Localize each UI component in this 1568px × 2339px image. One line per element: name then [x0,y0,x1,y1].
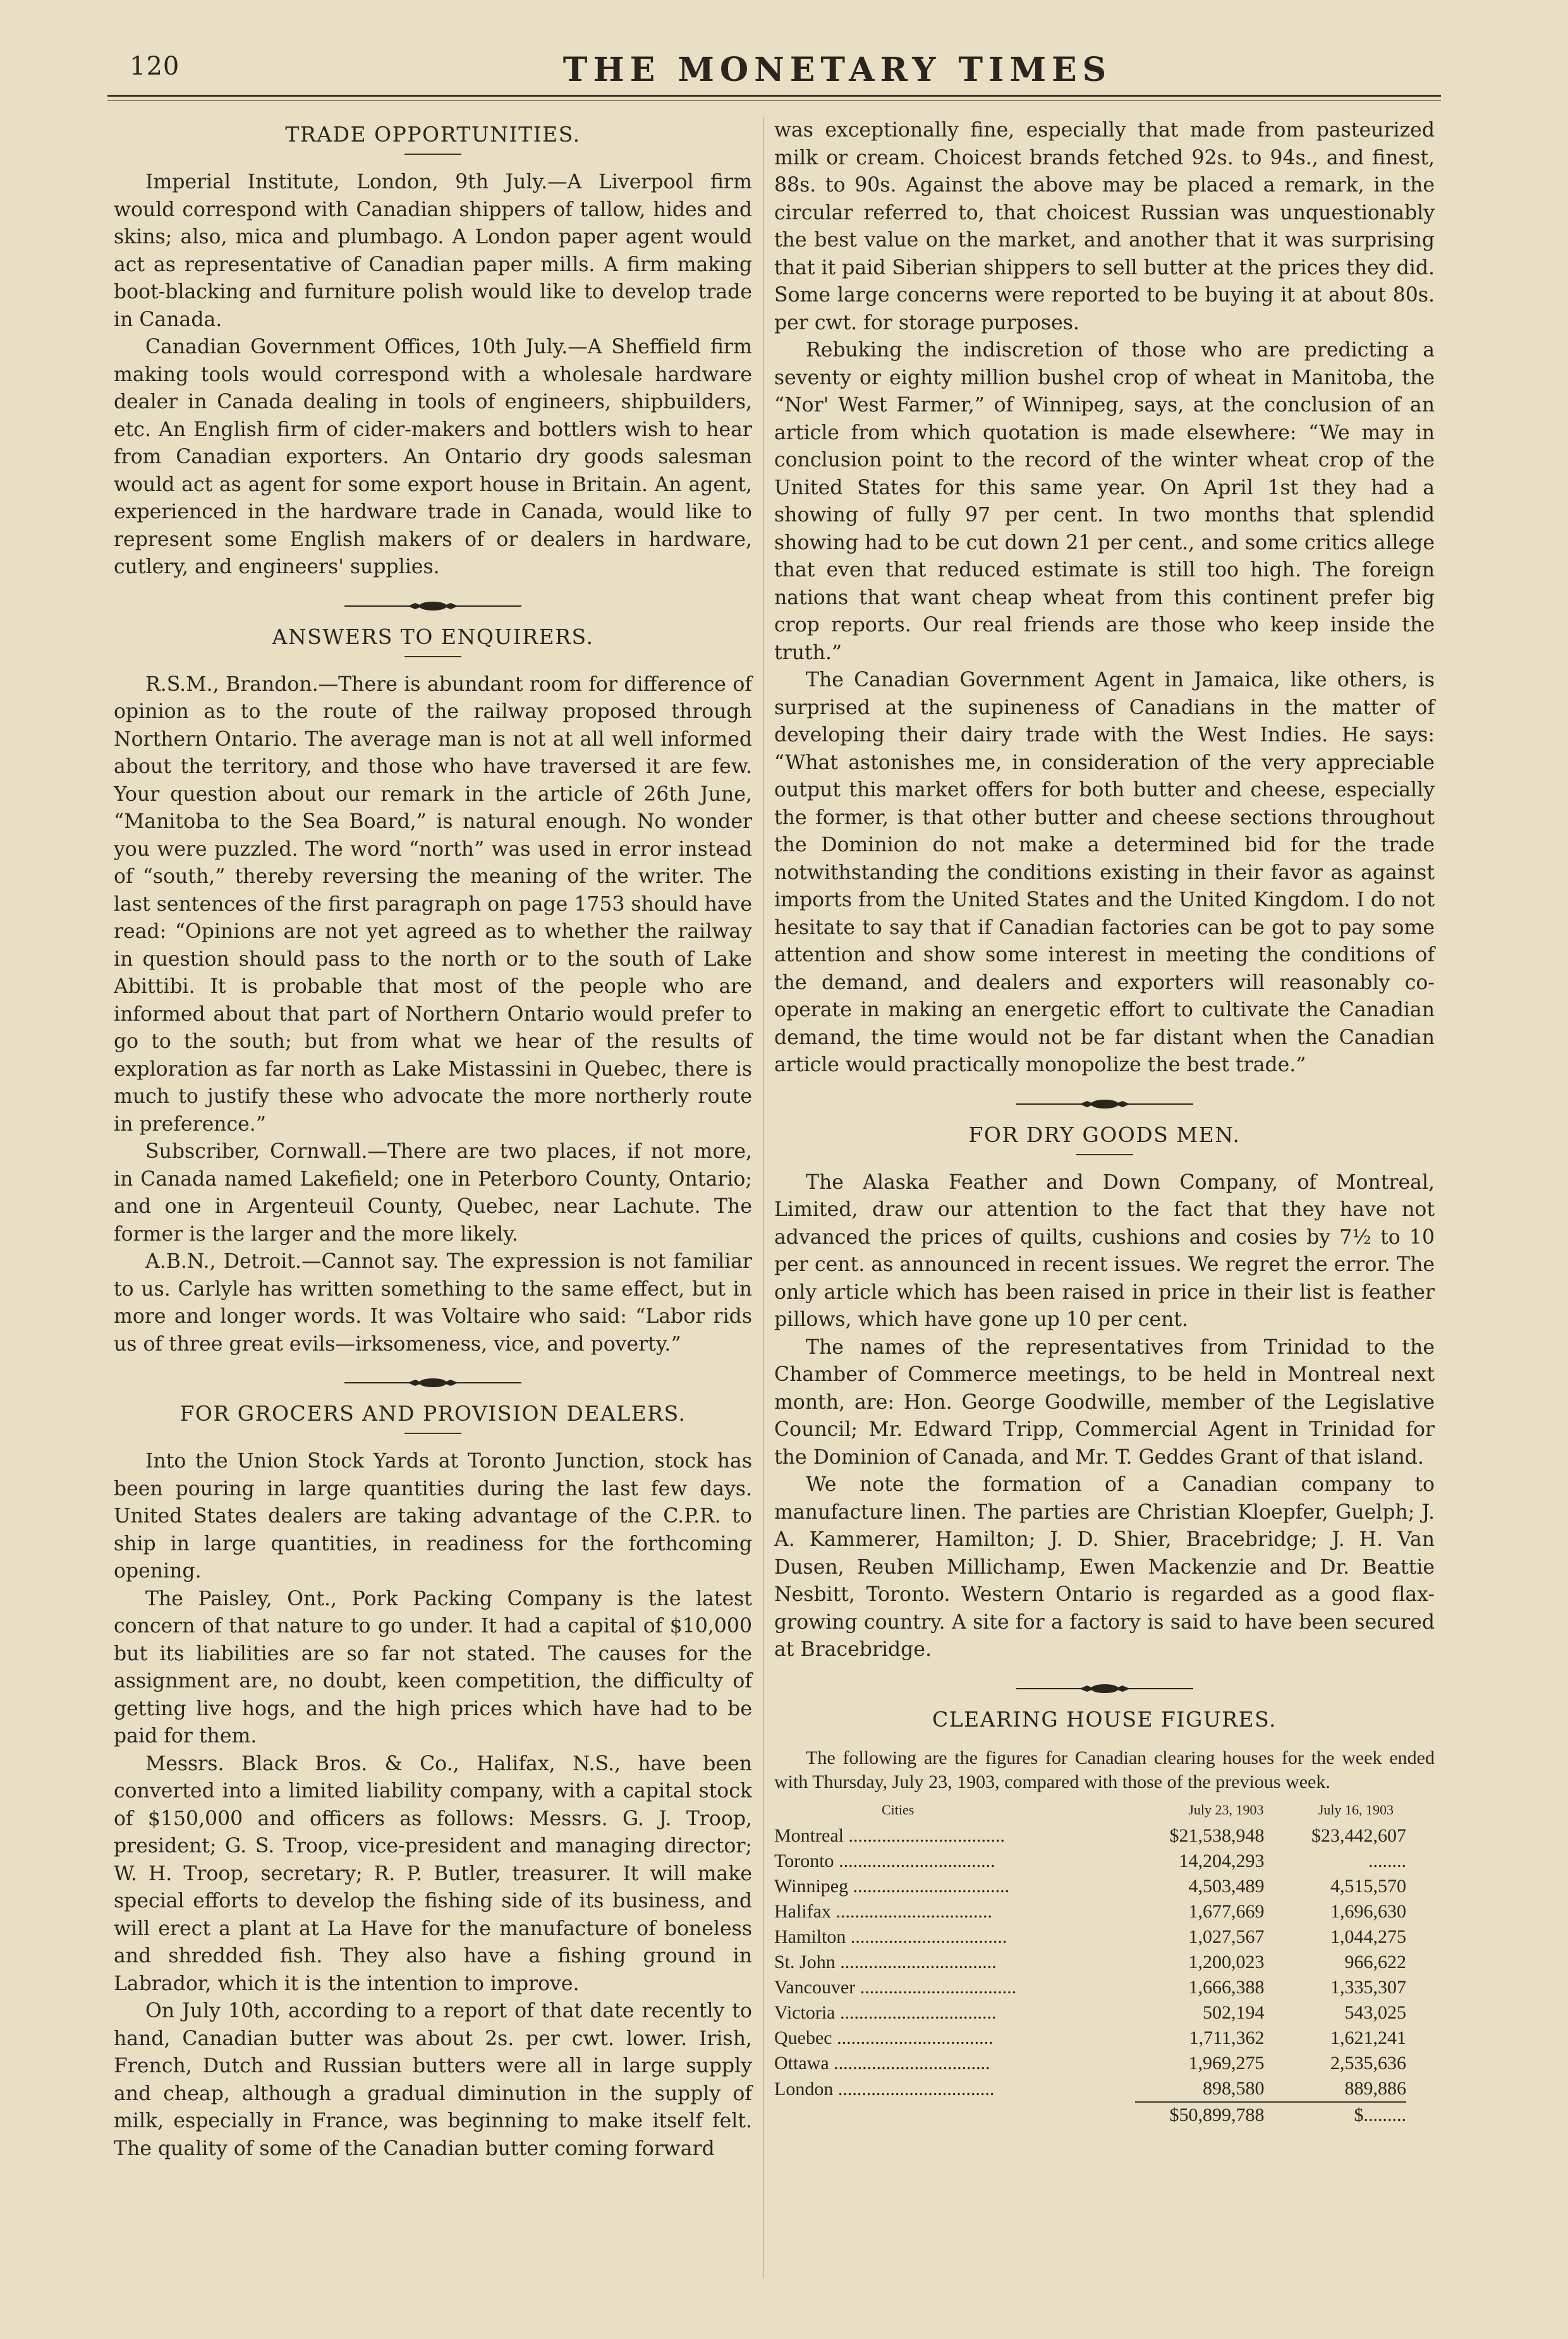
heading-rule [404,656,461,657]
city-name: Montreal [774,1825,844,1846]
city-name: Hamilton [774,1926,846,1947]
ornament-divider [774,1675,1435,1694]
value-current: 1,711,362 [1189,2027,1265,2048]
ornament-divider [774,1091,1435,1110]
section-heading: FOR GROCERS AND PROVISION DEALERS. [179,1401,686,1426]
article-paragraph: Imperial Institute, London, 9th July.—A Liverpool firm would correspond with Canadian shippers of tallow, hides and skins; also, mica and plumbago. A London paper agent would act as representative of Canadian paper mills. A firm making boot-blacking and furniture polish would like to develop trade in Canada. [114,171,752,331]
value-previous: $23,442,607 [1311,1825,1406,1846]
city-name: Halifax [774,1900,831,1922]
table-row: Quebec ................................. 1,711,362 1,621,241 [774,2026,1406,2051]
masthead-title: THE MONETARY TIMES [562,51,1112,89]
table-header-row [774,1797,1406,1823]
table-row: Montreal ................................. $21,538,948 $23,442,607 [774,1823,1406,1849]
city-name: Toronto [774,1850,834,1871]
table-row: St. John ................................. 1,200,023 966,622 [774,1950,1406,1975]
section-heading: ANSWERS TO ENQUIRERS. [272,624,594,649]
value-previous: 889,886 [1344,2077,1406,2099]
clearing-table [774,1797,1406,2128]
table-total-row [774,2102,1406,2128]
ornament-divider [114,593,752,612]
table-row: Toronto ................................. 14,204,293 ........ [774,1849,1406,1874]
table-row: Winnipeg ................................. 4,503,489 4,515,570 [774,1874,1406,1899]
column-header-date1: July 23, 1903 [1188,1801,1264,1818]
article-paragraph: Subscriber, Cornwall.—There are two places, if not more, in Canada named Lakefield; one in Peterboro County, Ontario; and one in Argenteuil County, Quebec, near Lachute. The former is the larger and the more likely. [114,1140,752,1246]
clearing-house-section [774,1706,1435,2128]
article-paragraph: We note the formation of a Canadian company to manufacture linen. The parties are Christian Kloepfer, Guelph; J. A. Kammerer, Hamilton; J. D. Shier, Bracebridge; J. H. Van Dusen, Reuben Millichamp, Ewen Mackenzie and Dr. Beattie Nesbitt, Toronto. Western Ontario is regarded as a good flax-growing country. A site for a factory is said to have been secured at Bracebridge. [774,1473,1435,1661]
article-paragraph: The names of the representatives from Trinidad to the Chamber of Commerce meetings, to be held in Montreal next month, are: Hon. George Goodwille, member of the Legislative Council; Mr. Edward Tripp, Commercial Agent in Trinidad for the Dominion of Canada, and Mr. T. Geddes Grant of that island. [774,1335,1435,1469]
table-row: Vancouver ................................. 1,666,388 1,335,307 [774,1975,1406,2000]
value-current: 1,200,023 [1188,1951,1265,1972]
section-heading: TRADE OPPORTUNITIES. [285,122,581,147]
article-paragraph: The Canadian Government Agent in Jamaica, like others, is surprised at the supineness of Canadians in the matter of developing their dairy trade with the West Indies. He says: “What astonishes me, in consideration of the very appreciable output this market offers for both butter and cheese, especially the former, is that other butter and cheese sections throughout the Dominion do not make a determined bid for the trade notwithstanding the conditions existing in their favor as against imports from the United States and the United Kingdom. I do not hesitate to say that if Canadian factories can be got to pay some attention and show some interest in meeting the conditions of the demand, and dealers and exporters will reasonably co-operate in making an energetic effort to cultivate the Canadian demand, the time would not be far distant when the Canadian article would practically monopolize the best trade.” [774,669,1435,1076]
value-current: 502,194 [1203,2002,1265,2023]
heading-rule [404,154,461,155]
dry-goods-section [774,1121,1435,1664]
value-current: 898,580 [1203,2077,1265,2099]
article-paragraph: Into the Union Stock Yards at Toronto Junction, stock has been pouring in large quantities during the last few days. United States dealers are taking advantage of the C.P.R. to ship in large quantities, in readiness for the forthcoming opening. [114,1450,752,1583]
article-paragraph: A.B.N., Detroit.—Cannot say. The expression is not familiar to us. Carlyle has written something to the same effect, but in more and longer words. It was Voltaire who said: “Labor rids us of three great evils—irksomeness, vice, and poverty.” [114,1250,752,1356]
value-previous: 1,044,275 [1330,1926,1406,1947]
table-row: Halifax ................................. 1,677,669 1,696,630 [774,1899,1406,1924]
heading-rule [404,1433,461,1434]
city-name: Ottawa [774,2052,829,2074]
table-row: Hamilton ................................. 1,027,567 1,044,275 [774,1924,1406,1950]
city-name: Winnipeg [774,1875,849,1897]
city-name: Quebec [774,2027,832,2048]
trade-opportunities-section [114,121,752,581]
article-paragraph: The Paisley, Ont., Pork Packing Company is the latest concern of that nature to go under. It had a capital of $10,000 but its liabilities are so far not stated. The causes for the assignment are, no doubt, keen competition, the difficulty of getting live hogs, and the high prices which have had to be paid for them. [114,1587,752,1747]
value-current: 1,666,388 [1188,1976,1265,1998]
article-paragraph: Rebuking the indiscretion of those who are predicting a seventy or eighty million bushel crop of wheat in Manitoba, the “Nor' West Farmer,” of Winnipeg, says, at the conclusion of an article from which quotation is made elsewhere: “We may in conclusion point to the record of the winter wheat crop of the United States for this same year. On April 1st they had a showing of fully 97 per cent. In two months that splendid showing had to be cut down 21 per cent., and some critics allege that even that reduced estimate is still too high. The foreign nations that want cheap wheat from this continent prefer big crop reports. Our real friends are those who keep inside the truth.” [774,339,1435,664]
table-row: Victoria ................................. 502,194 543,025 [774,2000,1406,2026]
total-current: $50,899,788 [1135,2102,1264,2128]
column-header-cities: Cities [882,1801,915,1818]
grocers-section [114,1400,752,2163]
article-paragraph: The Alaska Feather and Down Company, of Montreal, Limited, draw our attention to the fact that they have not advanced the prices of quilts, cushions and cosies by 7½ to 10 per cent. as announced in recent issues. We regret the error. The only article which has been raised in price in their list is feather pillows, which have gone up 10 per cent. [774,1170,1435,1331]
value-current: 14,204,293 [1179,1850,1265,1871]
total-previous: $......... [1265,2102,1407,2128]
table-row: Ottawa ................................. 1,969,275 2,535,636 [774,2051,1406,2076]
city-name: Victoria [774,2002,836,2023]
article-paragraph: On July 10th, according to a report of that date recently to hand, Canadian butter was about 2s. per cwt. lower. Irish, French, Dutch and Russian butters were all in large supply and cheap, although a gradual diminution in the supply of milk, especially in France, was beginning to make itself felt. The quality of some of the Canadian butter coming forward [114,2000,752,2160]
right-column [774,117,1435,2128]
value-previous: 966,622 [1344,1951,1406,1972]
header-rule [107,95,1441,101]
value-previous: 1,696,630 [1330,1900,1406,1922]
ornament-divider [114,1370,752,1388]
value-previous: 2,535,636 [1330,2052,1406,2074]
value-previous: 1,335,307 [1330,1976,1406,1998]
page-number: 120 [130,52,180,81]
value-current: 4,503,489 [1188,1875,1265,1897]
article-paragraph: Canadian Government Offices, 10th July.—A Sheffield firm making tools would correspond with a wholesale hardware dealer in Canada dealing in tools of engineers, shipbuilders, etc. An English firm of cider-makers and bottlers wish to hear from Canadian exporters. An Ontario dry goods salesman would act as agent for some export house in Britain. An agent, experienced in the hardware trade in Canada, would like to represent some English makers of or dealers in hardware, cutlery, and engineers' supplies. [114,336,752,578]
table-row: London ................................. 898,580 889,886 [774,2076,1406,2102]
answers-section [114,623,752,1359]
left-column [114,117,752,2163]
city-name: Vancouver [774,1976,856,1998]
column-divider [763,117,764,2278]
article-paragraph: was exceptionally fine, especially that made from pasteurized milk or cream. Choicest brands fetched 92s. to 94s., and finest, 88s. to 90s. Against the above may be placed a remark, in the circular referred to, that choicest Russian was unquestionably the best value on the market, and another that it was surprising that it paid Siberian shippers to sell butter at the prices they did. Some large concerns were reported to be buying it at about 80s. per cwt. for storage purposes. [774,119,1435,334]
section-heading: CLEARING HOUSE FIGURES. [932,1706,1277,1732]
column-header-date2: July 16, 1903 [1318,1801,1394,1818]
article-paragraph: Messrs. Black Bros. & Co., Halifax, N.S., have been converted into a limited liability company, with a capital stock of $150,000 and officers as follows: Messrs. G. J. Troop, president; G. S. Troop, vice-president and managing director; W. H. Troop, secretary; R. P. Butler, treasurer. It will make special efforts to develop the fishing side of its business, and will erect a plant at La Have for the manufacture of boneless and shredded fish. They also have a fishing ground in Labrador, which it is the intention to improve. [114,1752,752,1995]
heading-rule [1076,1154,1133,1155]
value-previous: ........ [1368,1850,1406,1871]
value-current: $21,538,948 [1169,1825,1265,1846]
city-name: London [774,2078,834,2099]
value-previous: 1,621,241 [1330,2027,1406,2048]
article-paragraph: R.S.M., Brandon.—There is abundant room for difference of opinion as to the route of the railway proposed through Northern Ontario. The average man is not at all well informed about the territory, and those who have traversed it are few. Your question about our remark in the article of 26th June, “Manitoba to the Sea Board,” is natural enough. No wonder you were puzzled. The word “north” was used in error instead of “south,” thereby reversing the meaning of the writer. The last sentences of the first paragraph on page 1753 should have read: “Opinions are not yet agreed as to whether the railway in question should pass to the north or to the south of Lake Abittibi. It is probable that most of the people who are informed about that part of Northern Ontario would prefer to go to the south; but from what we hear of the results of exploration as far north as Lake Mistassini in Quebec, there is much to justify these who advocate the more northerly route in preference.” [114,672,752,1136]
value-current: 1,969,275 [1188,2052,1265,2074]
value-previous: 543,025 [1344,2002,1406,2023]
value-current: 1,027,567 [1188,1926,1265,1947]
value-current: 1,677,669 [1188,1900,1265,1922]
city-name: St. John [774,1951,836,1972]
value-previous: 4,515,570 [1330,1875,1406,1897]
section-heading: FOR DRY GOODS MEN. [968,1122,1241,1147]
clearing-intro: The following are the figures for Canadian clearing houses for the week ended with Thursday, July 23, 1903, compared with those of the previous week. [774,1747,1435,1792]
continued-article [774,117,1435,1079]
